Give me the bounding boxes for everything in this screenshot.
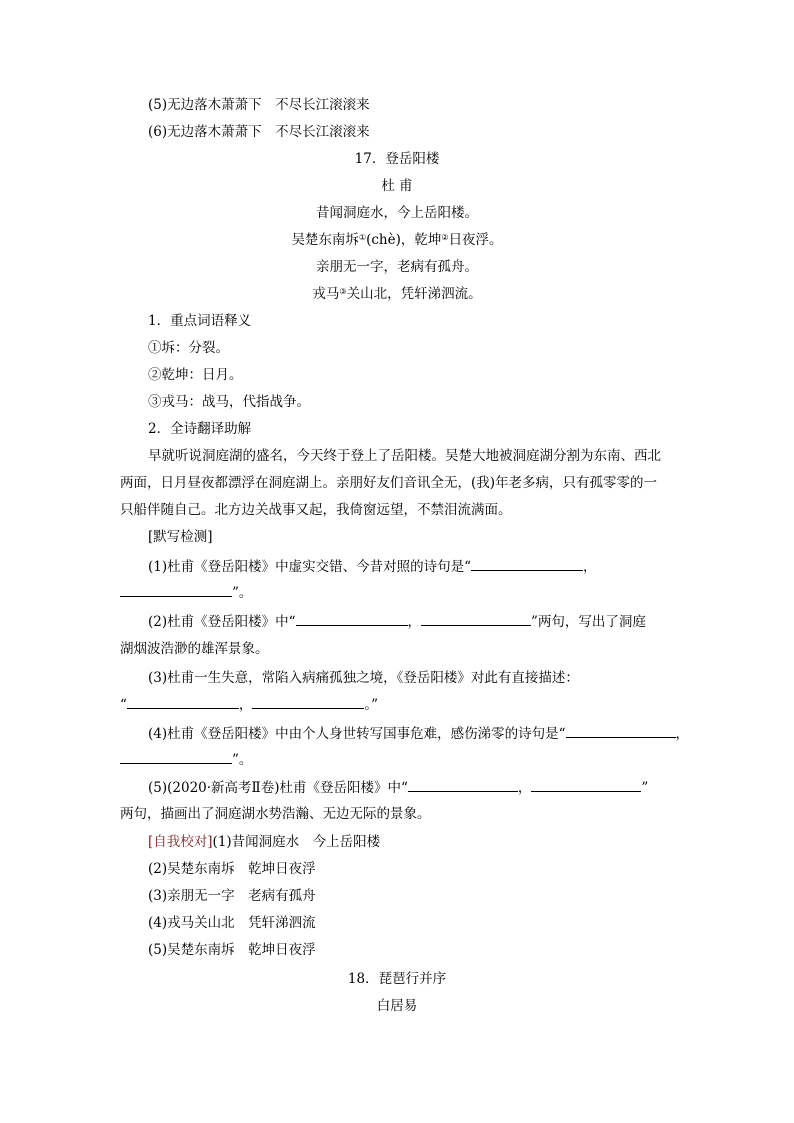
answer-line: (6)无边落木萧萧下 不尽长江滚滚来 xyxy=(148,124,370,140)
question-text: ， xyxy=(517,780,532,796)
self-check-line xyxy=(148,832,380,852)
self-check-answer: (4)戎马关山北 凭轩涕泗流 xyxy=(148,915,316,931)
answer-blank[interactable] xyxy=(120,583,232,597)
poem-text: 戎马 xyxy=(312,286,340,302)
question-text: (4)杜甫《登岳阳楼》中由个人身世转写国事危难，感伤涕零的诗句是“ xyxy=(148,726,566,742)
poem-author: 杜 甫 xyxy=(381,178,413,194)
poem-line: 昔闻洞庭水，今上岳阳楼。 xyxy=(316,205,478,221)
vocab-item: ③戎马：战马，代指战争。 xyxy=(148,394,310,410)
question-3-cont xyxy=(120,695,378,715)
self-check-tag: [自我校对] xyxy=(148,834,213,850)
poem-line: 亲朋无一字，老病有孤舟。 xyxy=(316,259,478,275)
answer-blank[interactable] xyxy=(471,557,583,571)
self-check-answer: (5)吴楚东南坼 乾坤日夜浮 xyxy=(148,942,316,958)
self-check-answer: (1)昔闻洞庭水 今上岳阳楼 xyxy=(212,834,381,850)
question-text: ， xyxy=(407,614,422,630)
poem-line xyxy=(0,284,794,304)
answer-blank[interactable] xyxy=(296,612,408,626)
question-4-cont xyxy=(120,750,252,770)
question-text: 。” xyxy=(364,697,379,713)
footnote-mark: ② xyxy=(441,233,449,242)
question-1 xyxy=(148,557,597,577)
section-heading: 1．重点词语释义 xyxy=(148,313,252,329)
translation-line: 早就听说洞庭湖的盛名，今天终于登上了岳阳楼。吴楚大地被洞庭湖分割为东南、西北 xyxy=(148,448,661,464)
question-4 xyxy=(148,724,689,744)
question-text: ”。 xyxy=(232,585,253,601)
poem-text: 日夜浮。 xyxy=(448,232,503,248)
question-text: ”。 xyxy=(232,752,253,768)
section-heading: 2．全诗翻译助解 xyxy=(148,421,252,437)
question-text: (5)(2020·新高考Ⅱ卷)杜甫《登岳阳楼》中“ xyxy=(148,780,408,796)
question-text: ”两句，写出了洞庭 xyxy=(531,614,646,630)
translation-line: 两面，日月昼夜都漂浮在洞庭湖上。亲朋好友们音讯全无，(我)年老多病，只有孤零零的一 xyxy=(120,475,658,491)
poem-title: 18．琵琶行并序 xyxy=(347,971,447,987)
poem-text: (chè)，乾坤 xyxy=(366,232,442,248)
question-2 xyxy=(148,612,646,632)
question-5 xyxy=(148,778,648,798)
footnote-mark: ③ xyxy=(339,287,347,296)
question-text: ， xyxy=(583,559,597,575)
answer-blank[interactable] xyxy=(252,695,364,709)
translation-line: 只船伴随自己。北方边关战事又起，我倚窗远望，不禁泪流满面。 xyxy=(120,502,512,518)
poem-title: 17．登岳阳楼 xyxy=(354,151,440,167)
poem-text: 关山北，凭轩涕泗流。 xyxy=(346,286,482,302)
footnote-mark: ① xyxy=(358,233,367,242)
poem-author: 白居易 xyxy=(376,998,418,1014)
question-3: (3)杜甫一生失意，常陷入病痛孤独之境，《登岳阳楼》对此有直接描述： xyxy=(148,670,579,686)
question-text: 两句，描画出了洞庭湖水势浩瀚、无边无际的景象。 xyxy=(120,806,431,822)
answer-line: (5)无边落木萧萧下 不尽长江滚滚来 xyxy=(148,97,370,113)
vocab-item: ②乾坤：日月。 xyxy=(148,367,243,383)
question-1-cont xyxy=(120,583,252,603)
vocab-item: ①坼：分裂。 xyxy=(148,340,229,356)
answer-blank[interactable] xyxy=(127,695,239,709)
question-text: “ xyxy=(120,697,127,713)
dictation-heading: [默写检测] xyxy=(148,529,213,545)
answer-blank[interactable] xyxy=(566,724,676,738)
answer-blank[interactable] xyxy=(408,778,518,792)
poem-text: 吴楚东南坼 xyxy=(291,232,359,248)
question-text: ， xyxy=(238,697,253,713)
answer-blank[interactable] xyxy=(421,612,531,626)
self-check-answer: (3)亲朋无一字 老病有孤舟 xyxy=(148,888,316,904)
answer-blank[interactable] xyxy=(120,750,232,764)
question-text: 湖烟波浩渺的雄浑景象。 xyxy=(120,641,269,657)
question-text: ” xyxy=(641,780,649,796)
question-text: (1)杜甫《登岳阳楼》中虚实交错、今昔对照的诗句是“ xyxy=(148,559,472,575)
self-check-answer: (2)吴楚东南坼 乾坤日夜浮 xyxy=(148,861,316,877)
question-text: ， xyxy=(675,726,690,742)
answer-blank[interactable] xyxy=(531,778,641,792)
poem-line xyxy=(0,230,794,250)
question-text: (2)杜甫《登岳阳楼》中“ xyxy=(148,614,296,630)
